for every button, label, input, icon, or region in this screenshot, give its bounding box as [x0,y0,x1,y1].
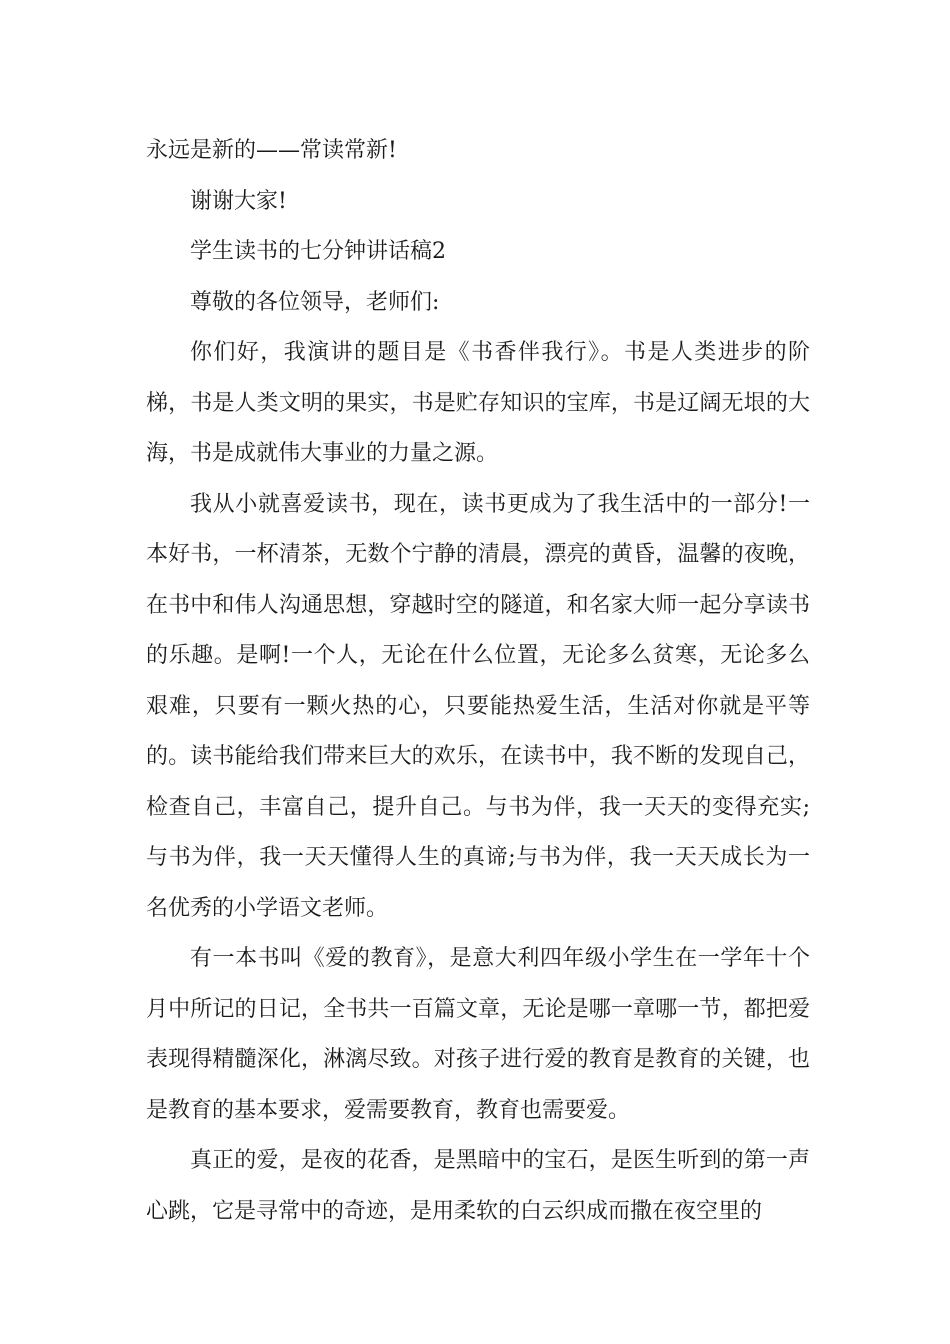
paragraph-closing-line: 永远是新的——常读常新! [146,138,397,163]
paragraph-thanks: 谢谢大家! [190,188,287,214]
speech-salutation: 尊敬的各位领导，老师们: [190,289,440,315]
document-body [146,126,810,1237]
speech-title: 学生读书的七分钟讲话稿2 [190,239,446,264]
paragraph-education-of-love: 有一本书叫《爱的教育》，是意大利四年级小学生在一学年十个月中所记的日记，全书共一百篇文章，无论是哪一章哪一节，都把爱表现得精髓深化，淋漓尽致。对孩子进行爱的教育是教育的关键，也是教育的基本要求，爱需要教育，教育也需要爱。 [146,946,810,1123]
paragraph-true-love: 真正的爱，是夜的花香，是黑暗中的宝石，是医生听到的第一声心跳，它是寻常中的奇迹，是用柔软的白云织成而撒在夜空里的 [146,1148,810,1224]
paragraph-intro: 你们好，我演讲的题目是《书香伴我行》。书是人类进步的阶梯，书是人类文明的果实，书是贮存知识的宝库，书是辽阔无垠的大海，书是成就伟大事业的力量之源。 [146,340,810,466]
paragraph-love-reading: 我从小就喜爱读书，现在，读书更成为了我生活中的一部分!一本好书，一杯清茶，无数个宁静的清晨，漂亮的黄昏，温馨的夜晚，在书中和伟人沟通思想，穿越时空的隧道，和名家大师一起分享读书的乐趣。是啊!一个人，无论在什么位置，无论多么贫寒，无论多么艰难，只要有一颗火热的心，只要能热爱生活，生活对你就是平等的。读书能给我们带来巨大的欢乐，在读书中，我不断的发现自己，检查自己，丰富自己，提升自己。与书为伴，我一天天的变得充实;与书为伴，我一天天懂得人生的真谛;与书为伴，我一天天成长为一名优秀的小学语文老师。 [146,491,810,921]
